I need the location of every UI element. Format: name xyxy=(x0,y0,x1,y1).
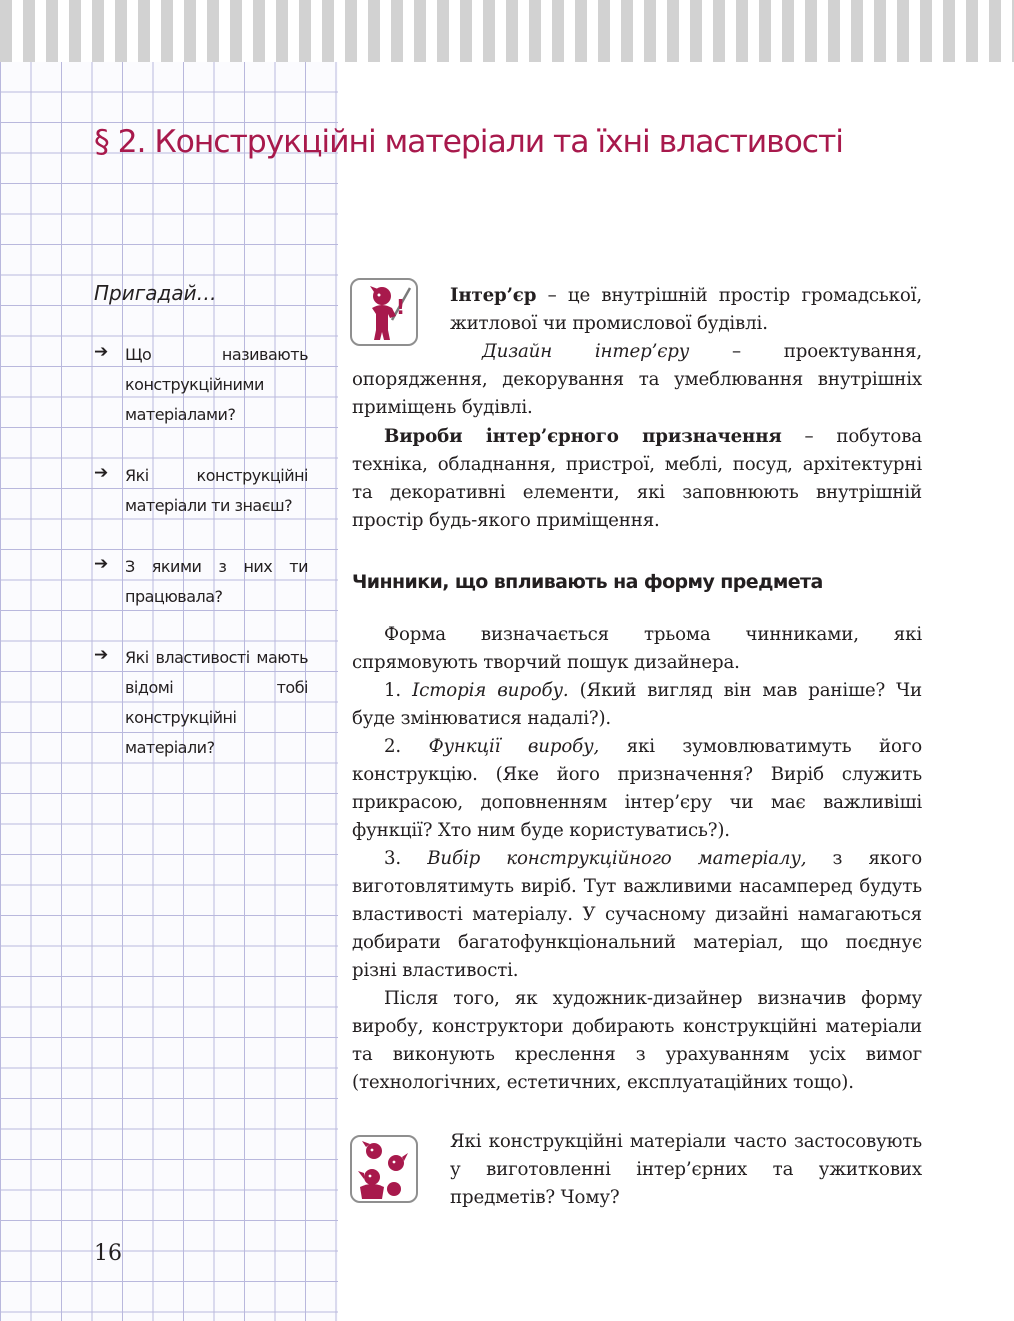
recall-question-text: З якими з них ти працювала? xyxy=(125,557,308,606)
arrow-right-icon: ➔ xyxy=(94,463,109,483)
page-number: 16 xyxy=(94,1241,122,1266)
factor-term: Вибір конструкційного матеріалу, xyxy=(427,848,807,869)
recall-title: Пригадай… xyxy=(94,281,217,305)
discussion-question-text: Які конструкційні матеріали часто застосовують у виготовленні інтер’єрних та ужиткових предметів? Чому? xyxy=(450,1131,922,1208)
definition-products-text: – побутова техніка, обладнання, пристрої, меблі, посуд, архітектурні та декоративні елементи, які заповнюють внутрішній простір будь-якого приміщення. xyxy=(352,426,922,531)
factor-item: 3. Вибір конструкційного матеріалу, з якого виготовлятимуть виріб. Тут важливими насамперед будуть властивості матеріалу. У сучасному дизайні намагаються добирати багатофункціональний матеріал, що поєднує різні властивості. xyxy=(352,848,922,981)
definition-interior-products xyxy=(352,423,922,535)
factor-term: Функції виробу, xyxy=(428,736,600,757)
recall-question-text: Що називають конструкційними матеріалами? xyxy=(125,345,308,424)
arrow-right-icon: ➔ xyxy=(94,645,109,665)
discussion-question xyxy=(352,1128,922,1212)
section-heading: Чинники, що впливають на форму предмета xyxy=(352,571,823,593)
recall-question xyxy=(94,340,308,430)
factor-term: Історія виробу. xyxy=(412,680,569,701)
svg-text:!: ! xyxy=(396,295,406,319)
section-body xyxy=(352,621,922,1097)
recall-question-text: Які конструкційні матеріали ти знаєш? xyxy=(125,466,308,515)
recall-question xyxy=(94,552,308,612)
section-intro: Форма визначається трьома чинниками, які спрямовують творчий пошук дизайнера. xyxy=(352,624,922,673)
factor-item: 1. Історія виробу. (Який вигляд він мав раніше? Чи буде змінюватися надалі?). xyxy=(352,680,922,729)
top-stripe-decoration xyxy=(0,0,1014,62)
term-interior: Інтер’єр xyxy=(450,285,537,306)
arrow-right-icon: ➔ xyxy=(94,342,109,362)
recall-question xyxy=(94,461,308,521)
arrow-right-icon: ➔ xyxy=(94,554,109,574)
term-interior-products: Вироби інтер’єрного призначення xyxy=(384,426,782,447)
recall-question xyxy=(94,643,308,763)
definition-interior-text: – це внутрішній простір громадської, житлової чи промислової будівлі. xyxy=(450,285,922,334)
section-closing: Після того, як художник-дизайнер визначив форму виробу, конструктори добирають конструкційні матеріали та виконують креслення з урахуванням усіх вимог (технологічних, естетичних, експлуатаційних тощо). xyxy=(352,988,922,1093)
definition-design-text: – проектування, опорядження, декорування та умеблювання внутрішніх приміщень будівлі. xyxy=(352,341,922,418)
recall-question-text: Які властивості мають відомі тобі конструкційні матеріали? xyxy=(125,648,308,757)
definition-interior xyxy=(352,282,922,422)
term-interior-design: Дизайн інтер’єру xyxy=(482,341,690,362)
page-title: § 2. Конструкційні матеріали та їхні властивості xyxy=(94,124,843,160)
factor-item: 2. Функції виробу, які зумовлюватимуть його конструкцію. (Яке його призначення? Виріб служить прикрасою, доповненням інтер’єру чи має важливіші функції? Хто ним буде користуватись?). xyxy=(352,736,923,841)
